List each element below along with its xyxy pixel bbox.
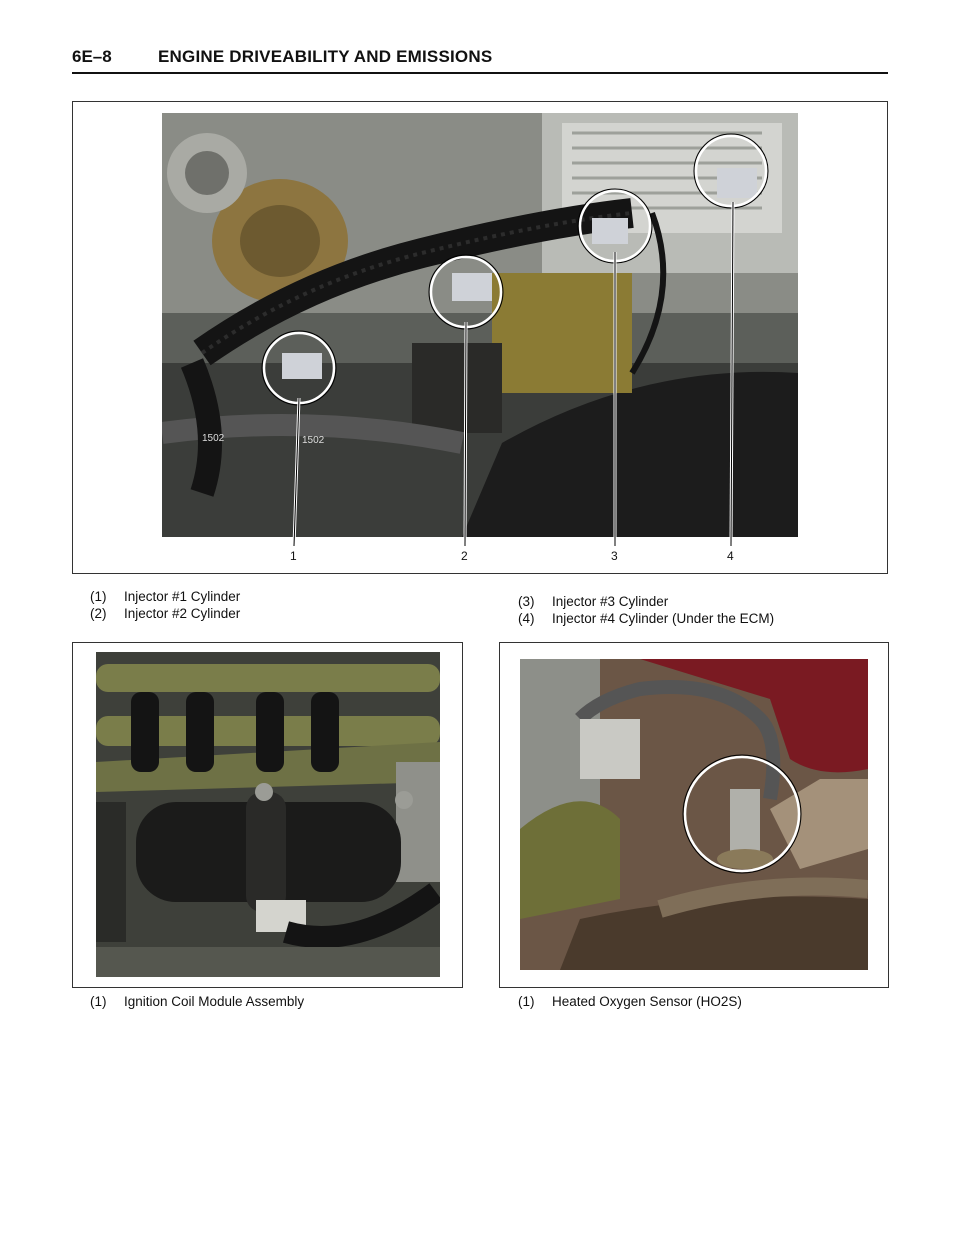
callout-label-3: 3 <box>611 549 618 563</box>
injector-caption-right <box>518 593 774 627</box>
callout-label-1: 1 <box>290 549 297 563</box>
ignition-coil-photo <box>96 652 440 977</box>
ignition-coil-figure <box>72 642 463 988</box>
caption-item: (4) Injector #4 Cylinder (Under the ECM) <box>518 611 775 626</box>
engine-bay-illustration <box>162 113 798 537</box>
injector-figure <box>72 101 888 574</box>
hose-marking-2: 1502 <box>302 435 325 446</box>
caption-item: (2) Injector #2 Cylinder <box>90 606 241 621</box>
callout-label-4: 4 <box>727 549 734 563</box>
caption-item: (1) Heated Oxygen Sensor (HO2S) <box>518 994 742 1009</box>
page-title: ENGINE DRIVEABILITY AND EMISSIONS <box>158 47 493 66</box>
callout-label-2: 2 <box>461 549 468 563</box>
oxygen-sensor-illustration <box>520 659 868 970</box>
ignition-coil-illustration <box>96 652 440 977</box>
injector-caption-left <box>90 588 240 622</box>
oxygen-sensor-photo <box>520 659 868 970</box>
page-header <box>72 44 888 74</box>
caption-item: (1) Ignition Coil Module Assembly <box>90 994 305 1009</box>
oxygen-sensor-figure <box>499 642 889 988</box>
caption-item: (3) Injector #3 Cylinder <box>518 594 669 609</box>
ignition-coil-caption <box>90 993 304 1010</box>
hose-marking-1: 1502 <box>202 433 225 444</box>
caption-item: (1) Injector #1 Cylinder <box>90 589 241 604</box>
oxygen-sensor-caption <box>518 993 742 1010</box>
injector-photo <box>162 113 798 537</box>
page-number: 6E–8 <box>72 47 112 66</box>
